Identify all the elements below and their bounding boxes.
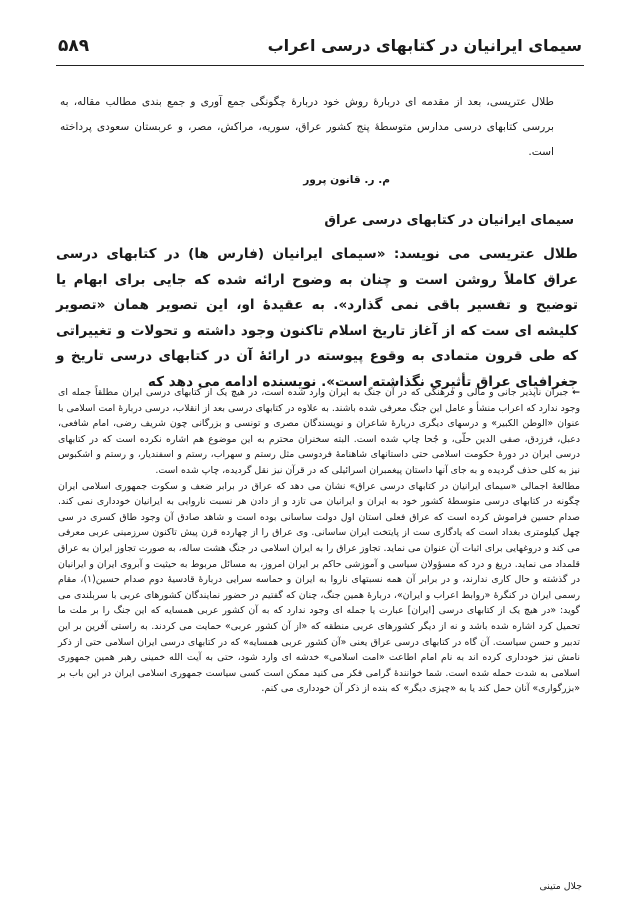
footnote-continued — [58, 385, 580, 479]
section-title: سیمای ایرانیان در کتابهای درسی عراق — [324, 213, 574, 228]
author-signature: جلال متینی — [539, 881, 582, 892]
page-number: ۵۸۹ — [58, 36, 90, 56]
header-rule — [56, 65, 584, 66]
intro-signature: م. ر. قانون پرور — [303, 174, 390, 186]
footnote-text-2: مطالعۀ اجمالی «سیمای ایرانیان در کتابهای درسی عراق» نشان می دهد که عراق در برابر ضعف و سکوت جمهوری اسلامی ایران چگونه در کتابهای درسی متوسطۀ کشور خود به ایران و ایرانیان می تازد و از دادن هر نسبت ناروایی به ایرانیان خودداری نمی کند. صدام حسین فراموش کرده است که عراق فعلی استان اول دولت ساسانی بوده است و شاهد صادق آن وجود طاق کسری در سی چهل کیلومتری بغداد است که یادگاری ست از پایتخت ایران ساسانی. وی عراق را از چهارده قرن پیش تاکنون سرزمینی عربی معرفی می کند و دروغهایی برای اثبات آن عنوان می نماید. تجاوز عراق را به ایران اسلامی در جنگ هشت ساله، به صورت تجاوز ایران به عراق قلمداد می نماید. دریغ و درد که مسؤولان سیاسی و آموزشی حاکم بر ایران امروز، به مسائل مربوط به حیثیت و آبروی ایران و ایرانیان در گذشته و حال کاری ندارند، و در برابر آن همه نسبتهای ناروا به ایران و حماسه سرایی دربارۀ قادسیۀ دوم صدام حسین(۱)، مقام رسمی ایران در کنگرۀ «روابط اعراب و ایران»، دربارۀ همین جنگ، چنان که گفتیم در حضور نمایندگان کشورهای عربی با سربلندی می گوید: «در هیچ یک از کتابهای درسی [ایران] عبارت یا جمله ای وجود ندارد که به آن کشور عربی همسایه که این جنگ را بر ملت ما تحمیل کرد اشاره شده باشد و نه از دیگر کشورهای عربی منطقه که «از آن کشور عربی» حمایت می کردند. به راستی آفرین بر این تدبیر و حسن سیاست. آن گاه در کتابهای درسی عراق یعنی «آن کشور عربی همسایه» که در کتابهای درسی ایران اسلامی حتی از ذکر نامش نیز خودداری کرده اند به نام امام اطاعت «امت اسلامی» خدشه ای وارد شود، حتی به آیت الله خمینی رهبر همین جمهوری اسلامی به شدت حمله شده است. شما خوانندۀ گرامی فکر می کنید ممکن است کسی سیاست جمهوری اسلامی ایران در این باب بر «بزرگواری» آنان حمل کند یا به «چیزی دیگر» که بنده از ذکر آن خودداری می کنم. — [58, 480, 580, 695]
running-title: سیمای ایرانیان در کتابهای درسی اعراب — [267, 36, 582, 55]
intro-paragraph: طلال عتریسی، بعد از مقدمه ای دربارۀ روش خود دربارۀ چگونگی جمع آوری و جمع بندی مطالب مقاله، به بررسی کتابهای درسی مدارس متوسطۀ پنج کشور عراق، سوریه، مراکش، مصر، و عربستان سعودی پرداخته است. — [60, 96, 554, 158]
section-body: طلال عتریسی می نویسد: «سیمای ایرانیان (فارس ها) در کتابهای درسی عراق کاملاً روشن است و چنان به وضوح ارائه شده که جایی برای ابهام یا توضیح و تفسیر باقی نمی گذارد». به عقیدۀ او، این تصویر همان «تصویر کلیشه ای ست که از آغاز تاریخ اسلام تاکنون وجود داشته و تحولات و تغییراتی که طی قرون متمادی به وقوع پیوسته در ارائۀ آن در کتابهای درسی تاریخ و جغرافیای عراق تأثیری نگذاشته است». نویسنده ادامه می دهد که — [56, 246, 578, 390]
continuation-arrow-icon: ← — [572, 387, 581, 398]
footnote-area — [58, 385, 580, 697]
footnote-text-1: جبران ناپذیر جانی و مالی و فرهنگی که در آن جنگ به ایران وارد شده است، در هیچ یک از کتابهای درسی ایران مطلقاً جمله ای وجود ندارد که اعراب منشأ و عامل این جنگ معرفی شده باشند. به علاوه در کتابهای درسی بعد از انقلاب، درسی دربارۀ امت اسلامی با عنوان «الوطن الکبیر» و درسهای دیگری دربارۀ شاعران و نویسندگان مصری و تونسی و بزرگانی چون شریف رضی، امام شافعی، دعبل، فرزدق، صفی الدین حلّی، و جُحا چاپ شده است. البته سخنران محترم به این موضوع هم اشاره نکرده است که در کتابهای درسی ایران در دورۀ حکومت اسلامی حتی داستانهای شاهنامۀ فردوسی مثل رستم و سهراب، رستم و اسفندیار، و رستم و اشکبوس نیز به کلی حذف گردیده و به جای آنها داستان پیغمبران اسرائیلی که در قرآن نیز نقل گردیده، چاپ شده است. — [58, 387, 580, 476]
footnote-editorial — [58, 479, 580, 697]
